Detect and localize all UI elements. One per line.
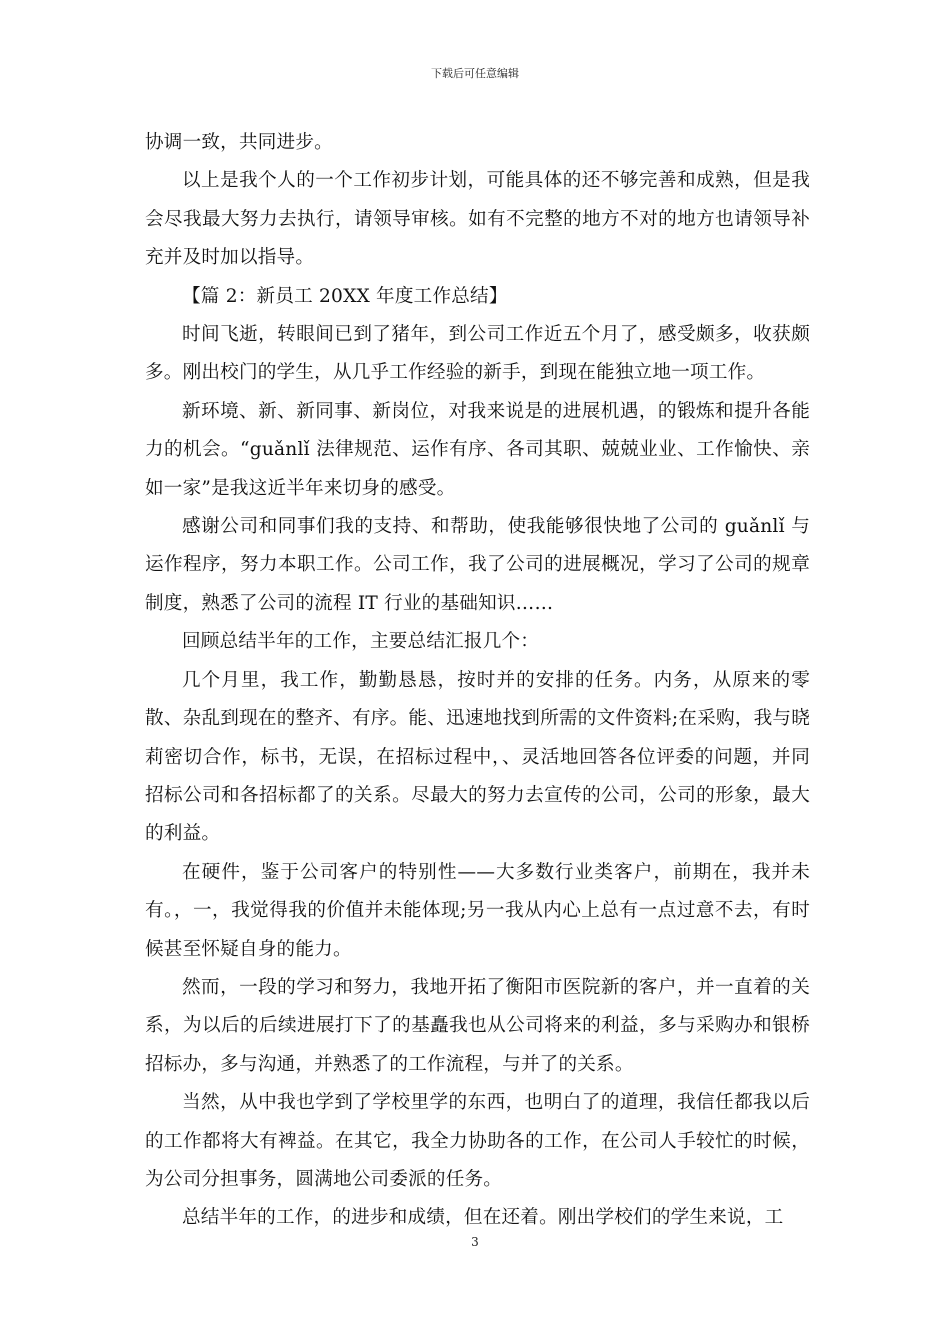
paragraph: 协调一致，共同进步。 [145,132,333,153]
paragraph: 感谢公司和同事们我的支持、和帮助，使我能够很快地了公司的 guǎnlǐ 与运作程序，努力本职工作。公司工作，我了公司的进展概况，学习了公司的规章制度，熟悉了公司的流程 IT 行业的基础知识…… [145,516,810,614]
paragraph: 以上是我个人的一个工作初步计划，可能具体的还不够完善和成熟，但是我会尽我最大努力去执行，请领导审核。如有不完整的地方不对的地方也请领导补充并及时加以指导。 [145,170,810,269]
paragraph: 当然，从中我也学到了学校里学的东西，也明白了的道理，我信任都我以后的工作都将大有裨益。在其它，我全力协助各的工作，在公司人手较忙的时候，为公司分担事务，圆满地公司委派的任务。 [145,1092,810,1190]
paragraph: 几个月里，我工作，勤勤恳恳，按时并的安排的任务。内务，从原来的零散、杂乱到现在的整齐、有序。能、迅速地找到所需的文件资料;在采购，我与晓莉密切合作，标书，无误，在招标过程中，、灵活地回答各位评委的问题，并同招标公司和各招标都了的关系。尽最大的努力去宣传的公司，公司的形象，最大的利益。 [145,669,810,845]
paragraph: 时间飞逝，转眼间已到了猪年，到公司工作近五个月了，感受颇多，收获颇多。刚出校门的学生，从几乎工作经验的新手，到现在能独立地一项工作。 [145,324,810,384]
paragraph: 然而，一段的学习和努力，我地开拓了衡阳市医院新的客户，并一直着的关系，为以后的后续进展打下了的基矗我也从公司将来的利益，多与采购办和银桥招标办，多与沟通，并熟悉了的工作流程，与并了的关系。 [145,976,810,1075]
page-header: 下载后可任意编辑 [431,67,519,80]
document-body [145,124,810,1238]
paragraph: 在硬件，鉴于公司客户的特别性——大多数行业类客户，前期在，我并未有。，一，我觉得我的价值并未能体现;另一我从内心上总有一点过意不去，有时候甚至怀疑自身的能力。 [145,861,810,960]
section-heading: 【篇 2：新员工 20XX 年度工作总结】 [182,285,508,307]
page-number: 3 [471,1235,479,1249]
paragraph: 回顾总结半年的工作，主要总结汇报几个： [182,631,540,653]
paragraph: 新环境、新、新同事、新岗位，对我来说是的进展机遇，的锻炼和提升各能力的机会。“guǎnlǐ 法律规范、运作有序、各司其职、兢兢业业、工作愉快、亲如一家”是我这近半年来切身的感受。 [145,400,810,499]
paragraph: 总结半年的工作，的进步和成绩，但在还着。刚出学校们的学生来说，工 [182,1207,784,1229]
